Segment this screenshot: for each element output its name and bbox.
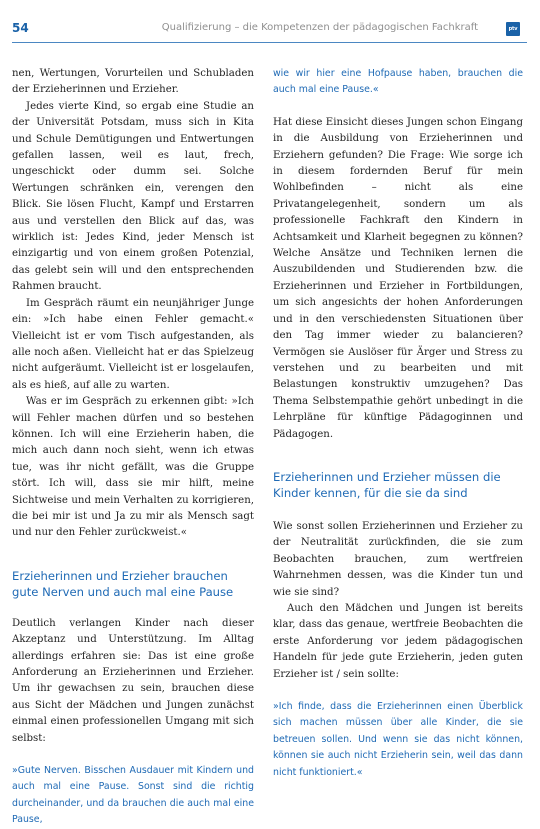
right-paragraph-3: Auch den Mädchen und Jungen ist bereits klar, dass das genaue, wertfreie Beobachten die erste Anforderung vor jedem pädagogischen Handeln für jede gute Erzieherin, jeden guten Erzieher ist / sein sollte: [273, 602, 523, 680]
left-paragraph-4: Was er im Gespräch zu erkennen gibt: »Ich will Fehler machen dürfen und so bestehen können. Ich will eine Erzieherin haben, die mich auch dann noch sieht, wenn ich etwas tue, was ihr nicht gefällt, was die Gruppe stört. Ich will, dass sie mir hilft, meine Sichtweise und mein Verhalten zu korrigieren, die bei mir ist und Ja zu mir als Mensch sagt und nur den Fehler zurückweist.« [12, 396, 254, 539]
child-quote-1-continued: wie wir hier eine Hofpause haben, brauchen die auch mal eine Pause.« [273, 68, 523, 96]
left-paragraph-3: Im Gespräch räumt ein neunjähriger Junge ein: »Ich habe einen Fehler gemacht.« Vielleicht ist er vom Tisch aufgestanden, als alle noch aßen. Vielleicht hat er das Spielzeug nicht aufgeräumt. Vielleicht ist er losgelaufen, als es hieß, auf alle zu warten. [12, 297, 254, 391]
left-paragraph-1: nen, Wertungen, Vorurteilen und Schubladen der Erzieherinnen und Erzieher. [12, 68, 254, 96]
child-quote-1: »Gute Nerven. Bisschen Ausdauer mit Kindern und auch mal eine Pause. Sonst sind die richtig durcheinander, und da brauchen die auch mal eine Pause, [12, 765, 254, 826]
ptv-logo-icon: ptv [506, 22, 520, 36]
page-number: 54 [12, 21, 29, 35]
section-heading-know-children: Erzieherinnen und Erzieher müssen die Kinder kennen, für die sie da sind [273, 469, 501, 500]
right-paragraph-2: Wie sonst sollen Erzieherinnen und Erzieher zu der Neutralität zurückfinden, die sie zum Beobachten brauchen, zum wertfreien Wahrnehmen dessen, was die Kinder tun und wie sie sind? [273, 520, 523, 598]
left-paragraph-5: Deutlich verlangen Kinder nach dieser Akzeptanz und Unterstützung. Im Alltag allerdings erfahren sie: Das ist eine große Anforderung an Erzieherinnen und Erzieher. Um ihr gewachsen zu sein, brauchen diese aus Sicht der Mädchen und Jungen zunächst einmal einen professionellen Umgang mit sich selbst: [12, 617, 254, 744]
running-title: Qualifizierung – die Kompetenzen der pädagogischen Fachkraft [161, 22, 478, 33]
left-paragraph-2: Jedes vierte Kind, so ergab eine Studie an der Universität Potsdam, muss sich in Kita und Schule Demütigungen und Entwertungen gefallen lassen, weil es laut, frech, ungeschickt oder dumm sei. Solche Wertungen schränken ein, verengen den Blick. Sie lösen Flucht, Kampf und Erstarren aus und verstellen den Blick auf das, was wirklich ist: Jedes Kind, jeder Mensch ist einzigartig und von einem großen Potenzial, das gelebt sein will und den entsprechenden Rahmen braucht. [12, 100, 254, 293]
page-header [0, 0, 540, 44]
child-quote-2: »Ich finde, dass die Erzieherinnen einen Überblick sich machen müssen über alle Kinder, die sie betreuen sollen. Und wenn sie das nicht können, können sie auch nicht Erzieherin sein, weil das dann nicht funktioniert.« [273, 701, 523, 778]
right-column [273, 66, 523, 781]
section-heading-nerves: Erzieherinnen und Erzieher brauchen gute Nerven und auch mal eine Pause [12, 568, 234, 599]
left-column [12, 66, 254, 829]
header-rule [12, 42, 527, 43]
right-paragraph-1: Hat diese Einsicht dieses Jungen schon Eingang in die Ausbildung von Erzieherinnen und Erziehern gefunden? Die Frage: Wie sorge ich in diesem fordernden Beruf für mein Wohlbefinden – nicht als eine Privatangelegenheit, sondern um als professionelle Fachkraft den Kindern in Achtsamkeit und Klarheit begegnen zu können? Welche Ansätze und Techniken lernen die Auszubildenden und Studierenden bzw. die Erzieherinnen und Erzieher in Fortbildungen, um sich angesichts der hohen Anforderungen und in den verschiedensten Situationen über den Tag immer wieder zu balancieren? Vermögen sie Auslöser für Ärger und Stress zu verstehen und zu bearbeiten und mit Belastungen konstruktiv umzugehen? Das Thema Selbstempathie gehört unbedingt in die Lehrpläne für künftige Pädagoginnen und Pädagogen. [273, 116, 523, 440]
